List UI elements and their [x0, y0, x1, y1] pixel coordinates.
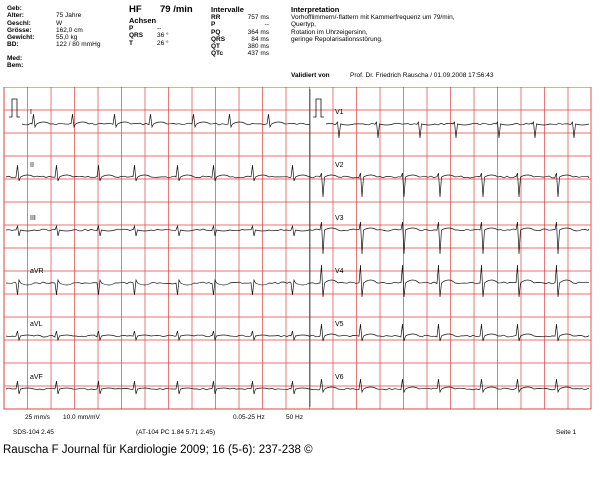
- axis-label-qrs: QRS: [129, 32, 144, 40]
- lead-label-ii: II: [30, 162, 34, 169]
- interpretation-line: geringe Repolarisationsstörung.: [291, 35, 383, 43]
- page-number: Seite 1: [556, 429, 577, 436]
- axis-value-t: 26 °: [157, 39, 169, 47]
- interval-label-p: P: [211, 21, 216, 29]
- interval-values: [232, 14, 269, 58]
- lead-v6-trace: [310, 379, 589, 392]
- lead-label-v5: V5: [335, 321, 344, 328]
- heart-rate-label: HF: [129, 4, 142, 15]
- axis-label-p: P: [129, 25, 134, 32]
- mains-filter: 50 Hz: [286, 414, 303, 421]
- intervals-title: Intervalle: [211, 5, 244, 14]
- label-medication: Med:: [7, 55, 23, 62]
- axes-title: Achsen: [129, 16, 157, 25]
- label-weight: Gewicht:: [7, 34, 35, 42]
- label-sex: Geschl:: [7, 19, 31, 27]
- lead-avl-trace: [6, 331, 310, 340]
- interval-label-qrs: QRS: [211, 35, 226, 43]
- lead-label-avf: aVF: [30, 374, 43, 381]
- interpretation-line: Vorhofflimmern/-flattern mit Kammerfrequenz um 79/min,: [291, 14, 455, 21]
- calibration-pulse: [9, 99, 20, 117]
- device-id: SDS-104 2.45: [13, 429, 54, 436]
- lead-label-v1: V1: [335, 109, 344, 116]
- lead-v5-trace: [310, 324, 589, 341]
- value-height: 162,0 cm: [56, 26, 83, 34]
- interval-label-qt: QT: [211, 43, 221, 51]
- interval-value-p: --: [264, 21, 269, 29]
- label-remarks: Bem:: [7, 62, 24, 69]
- journal-citation: Rauscha F Journal für Kardiologie 2009; 16 (5-6): 237-238 ©: [3, 444, 313, 456]
- value-bp: 122 / 80 mmHg: [56, 41, 101, 49]
- patient-values: [56, 5, 100, 49]
- lead-label-v3: V3: [335, 215, 344, 222]
- patient-labels: [7, 5, 34, 49]
- axis-value-p: --: [157, 25, 162, 32]
- lead-label-i: I: [30, 109, 32, 116]
- lead-v4-trace: [310, 265, 589, 297]
- ecg-grid: [4, 87, 591, 409]
- lead-label-iii: III: [30, 215, 36, 222]
- interpretation-line: Quertyp,: [291, 21, 316, 29]
- lead-v3-trace: [310, 222, 589, 254]
- lead-label-avr: aVR: [30, 268, 44, 275]
- lead-ii-trace: [6, 165, 310, 181]
- lead-avf-trace: [6, 381, 310, 394]
- axes-values: [157, 25, 169, 47]
- interpretation-title: Interpretation: [291, 5, 340, 14]
- interval-label-pq: PQ: [211, 28, 221, 36]
- interpretation-text: [291, 14, 455, 43]
- lead-i-trace: [22, 114, 310, 127]
- interval-labels: [211, 14, 225, 58]
- interval-label-qtc: QTc: [211, 50, 224, 58]
- validation-label: Validiert von: [291, 72, 330, 79]
- interval-value-qrs: 84 ms: [251, 35, 269, 43]
- calibration-pulse: [313, 99, 324, 117]
- interval-value-qtc: 437 ms: [247, 50, 269, 58]
- device-version: (AT-104 PC 1.84 5.71 2.45): [136, 429, 216, 436]
- amplitude-gain: 10.0 mm/mV: [63, 414, 100, 421]
- lead-label-avl: aVL: [30, 321, 43, 328]
- lead-v2-trace: [310, 173, 589, 197]
- interpretation-line: Rotation im Uhrzeigersinn,: [291, 28, 368, 36]
- interval-value-qt: 380 ms: [247, 43, 269, 51]
- interval-value-rr: 757 ms: [247, 14, 269, 21]
- value-birth: [56, 5, 100, 12]
- heart-rate-value: 79 /min: [160, 4, 193, 15]
- label-height: Grösse:: [7, 26, 32, 34]
- value-age: 75 Jahre: [56, 12, 82, 20]
- label-birth: Geb:: [7, 5, 22, 12]
- lead-avr-trace: [6, 280, 310, 295]
- value-sex: W: [56, 19, 63, 27]
- lead-label-v6: V6: [335, 374, 344, 381]
- axis-value-qrs: 36 °: [157, 32, 169, 40]
- validation-value: Prof. Dr. Friedrich Rauscha / 01.09.2008 17:56:43: [350, 72, 494, 79]
- lead-v1-trace: [326, 122, 589, 138]
- label-age: Alter:: [7, 12, 24, 20]
- label-bp: BD:: [7, 41, 19, 49]
- paper-speed: 25 mm/s: [25, 414, 50, 421]
- lead-iii-trace: [6, 226, 310, 236]
- filter-setting: 0.05-25 Hz: [233, 414, 265, 421]
- interval-value-pq: 364 ms: [247, 28, 269, 36]
- lead-label-v4: V4: [335, 268, 344, 275]
- axis-label-t: T: [129, 39, 133, 47]
- interval-label-rr: RR: [211, 14, 221, 21]
- lead-label-v2: V2: [335, 162, 344, 169]
- axes-labels: [129, 25, 143, 47]
- value-weight: 55,0 kg: [56, 34, 78, 42]
- ecg-chart: [0, 87, 600, 427]
